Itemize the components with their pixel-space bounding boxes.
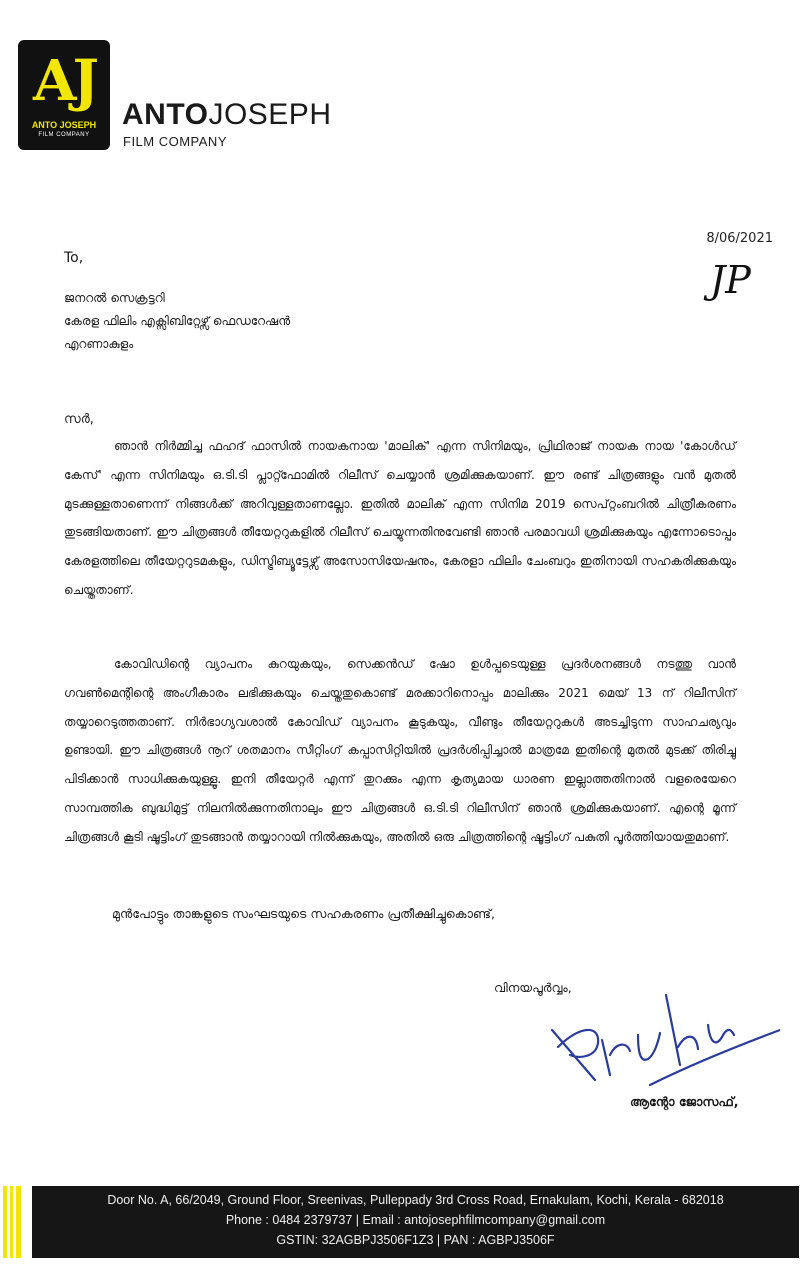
handwritten-signature — [540, 985, 780, 1105]
paragraph-2-opening: കോവിഡിന്റെ വ്യാപനം കുറയുകയും, സെക്കൻഡ് ഷോ ഉൾപ്പടെയുള്ള പ്രദർശനങ്ങൾ നടത്തു — [114, 657, 693, 671]
paragraph-1-body: നായ 'കോൾഡ് കേസ്' എന്ന സിനിമയും ഒ.ടി.ടി പ്ലാറ്റ്ഫോമിൽ റിലീസ് ചെയ്യാൻ ശ്രമിക്കുകയാണ്. ഈ രണ്ട് ചിത്രങ്ങളും വൻ മുതൽ മുടക്കുള്ളതാണെന്ന് നിങ്ങൾക്ക് അറിവുള്ളതാണല്ലോ. ഇതിൽ മാലിക് എന്ന സിനിമ 2019 സെപ്റ്റംബറിൽ ചിത്രീകരണം തുടങ്ങിയതാണ്. ഈ ചിത്രങ്ങൾ തീയേറ്ററുകളിൽ റിലീസ് ചെയ്യുന്നതിനുവേണ്ടി ഞാൻ പരമാവധി ശ്രമിക്കുകയും എന്നോടൊപ്പം കേരളത്തിലെ തീയേറ്ററുടമകളും, ഡിസ്ട്രിബ്യൂട്ടേഴ്സ് അസോസിയേഷനും, കേരളാ ഫിലിം ചേംബറും ഇതിനായി സഹകരിക്കുകയും ചെയ്തതാണ്. — [64, 439, 736, 597]
company-name — [122, 98, 331, 132]
closing-line: മുൻപോട്ടും താങ്കളുടെ സംഘടയുടെ സഹകരണം പ്രതീക്ഷിച്ചുകൊണ്ട്, — [112, 906, 495, 921]
footer-address: Door No. A, 66/2049, Ground Floor, Sreenivas, Pulleppady 3rd Cross Road, Ernakulam, Kochi, Kerala - 682018 — [107, 1193, 724, 1207]
regards: വിനയപൂർവ്വം, — [494, 980, 572, 995]
footer-bar — [32, 1186, 799, 1258]
footer-accent-stripes — [0, 1186, 22, 1258]
logo-monogram: AJ — [33, 48, 95, 114]
paragraph-2-body: വാൻ ഗവൺമെന്റിന്റെ അംഗീകാരം ലഭിക്കുകയും ചെയ്തതുകൊണ്ട് മരക്കാറിനൊപ്പം മാലിക്കും 2021 മെയ് 13 ന് റിലീസിന് തയ്യാറെടുത്തതാണ്. നിർഭാഗ്യവശാൽ കോവിഡ് വ്യാപനം കൂടുകയും, വീണ്ടും തീയേറ്ററുകൾ അടച്ചിടുന്ന സാഹചര്യവും ഉണ്ടായി. ഈ ചിത്രങ്ങൾ നൂറ് ശതമാനം സീറ്റിംഗ് കപ്പാസിറ്റിയിൽ പ്രദർശിപ്പിച്ചാൽ മാത്രമേ ഇതിന്റെ മുതൽ മുടക്ക് തിരിച്ചു പിടിക്കാൻ സാധിക്കുകയുള്ളൂ. ഇനി തീയേറ്റർ എന്ന് തുറക്കും എന്ന കൃത്യമായ ധാരണ ഇല്ലാത്തതിനാൽ വളരെയേറെ സാമ്പത്തിക ബുദ്ധിമുട്ട് നിലനിൽക്കുന്നതിനാലും ഈ ചിത്രങ്ങൾ ഒ.ടി.ടി റിലീസിന് ഞാൻ ശ്രമിക്കുകയാണ്. എന്റെ മൂന്ന് ചിത്രങ്ങൾ കൂടി ഷൂട്ടിംഗ് തുടങ്ങാൻ തയ്യാറായി നിൽക്കുകയും, അതിൽ ഒരു ചിത്രത്തിന്റെ ഷൂട്ടിംഗ് പകുതി പൂർത്തിയായതുമാണ്. — [64, 657, 736, 844]
salutation: സർ, — [64, 412, 94, 427]
logo-subcaption: FILM COMPANY — [38, 132, 90, 138]
recipient-city: എറണാകുളം — [64, 337, 134, 351]
handwritten-initials: JP — [710, 258, 751, 302]
recipient-organization: കേരള ഫിലിം എക്സിബിറ്റേഴ്സ് ഫെഡറേഷൻ — [64, 314, 291, 328]
body-paragraph-1 — [64, 432, 736, 605]
letter-date: 8/06/2021 — [706, 231, 773, 246]
company-name-regular: JOSEPH — [208, 98, 332, 131]
body-paragraph-2 — [64, 650, 736, 852]
company-tagline: FILM COMPANY — [123, 134, 227, 149]
paragraph-1-opening: ഞാൻ നിർമ്മിച്ച ഫഹദ് ഫാസിൽ നായകനായ 'മാലിക്' എന്ന സിനിമയും, പ്രിഥിരാജ് നായക — [114, 439, 639, 453]
recipient-title: ജനറൽ സെക്രട്ടറി — [64, 291, 165, 305]
company-logo — [18, 40, 110, 150]
logo-caption: ANTO JOSEPH — [31, 120, 97, 130]
company-name-bold: ANTO — [122, 98, 209, 131]
footer-tax-ids: GSTIN: 32AGBPJ3506F1Z3 | PAN : AGBPJ3506F — [276, 1233, 555, 1247]
footer-contact: Phone : 0484 2379737 | Email : antojosephfilmcompany@gmail.com — [225, 1213, 606, 1227]
to-label: To, — [64, 250, 84, 266]
signer-name: ആന്റോ ജോസഫ്, — [630, 1094, 739, 1109]
